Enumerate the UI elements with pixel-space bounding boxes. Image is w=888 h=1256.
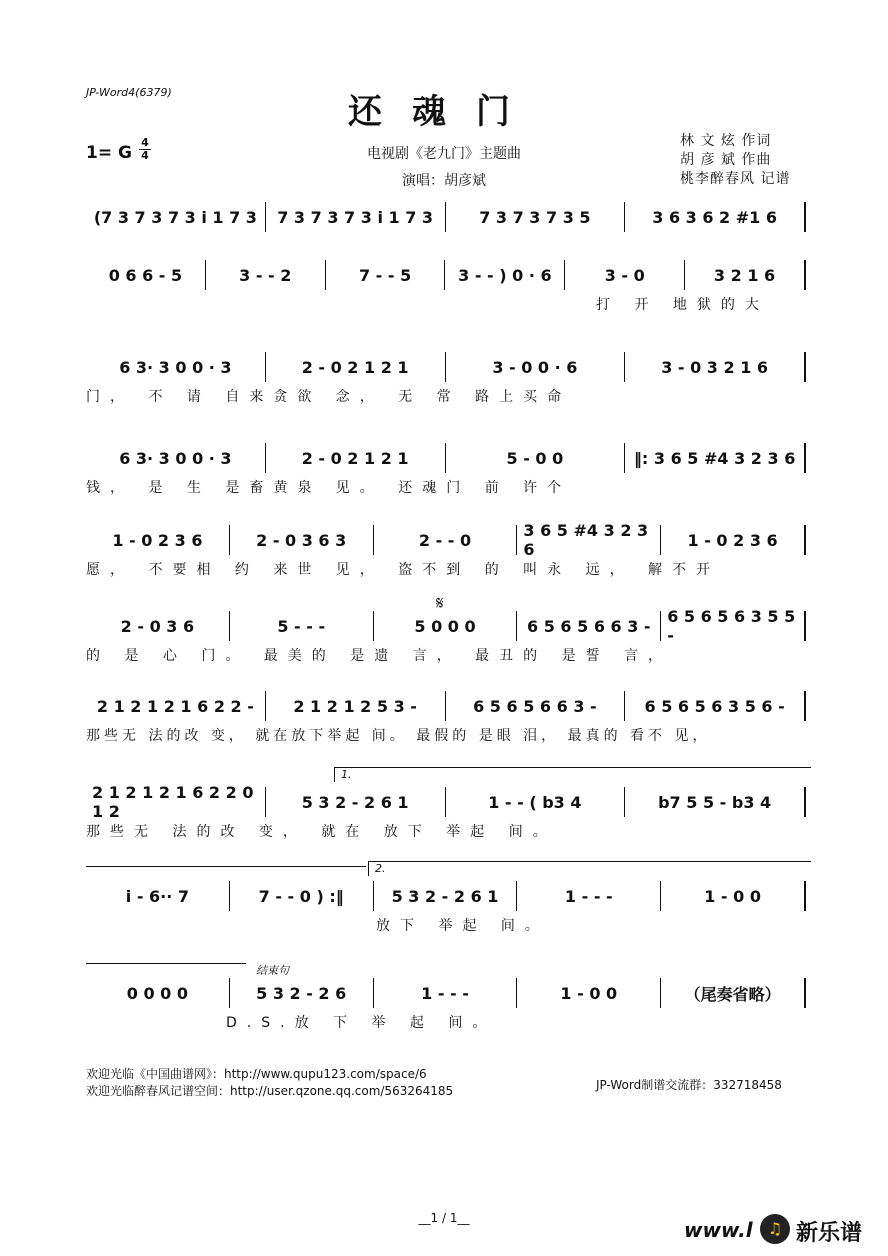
measure-notes: （尾奏省略） xyxy=(684,984,781,1004)
measure-notes: 5 3 2 - 2 6 1 xyxy=(391,886,499,906)
staff-row-8 xyxy=(86,768,806,859)
measure xyxy=(86,611,230,641)
measure xyxy=(206,260,326,290)
volta-1: 1. xyxy=(334,767,811,782)
measure xyxy=(446,443,626,473)
measure xyxy=(230,525,374,555)
measure xyxy=(230,978,374,1008)
line-separator xyxy=(86,866,366,867)
lyricist: 林 文 炫 作词 xyxy=(680,133,772,149)
lyrics: 愿， 不要相 约 来世 见， 盗不到 的 叫永 远， 解不开 xyxy=(86,562,721,578)
staff-row-2 xyxy=(86,260,806,332)
measure xyxy=(86,443,266,473)
measure xyxy=(86,783,266,821)
measure xyxy=(661,881,806,911)
measure xyxy=(86,881,230,911)
notes xyxy=(86,691,806,721)
measure-notes: 1 - 0 2 3 6 xyxy=(687,530,778,550)
footer-line-1: 欢迎光临《中国曲谱网》：http://www.qupu123.com/space/6 xyxy=(86,1067,427,1081)
time-bottom: 4 xyxy=(141,149,149,162)
group-info: JP-Word制谱交流群：332718458 xyxy=(596,1078,782,1092)
measure xyxy=(266,691,446,721)
measure-notes: 3 - - ) 0 · 6 xyxy=(458,265,552,285)
measure-notes: 1 - 0 2 3 6 xyxy=(112,530,203,550)
measure-notes: 3 - - 2 xyxy=(239,265,292,285)
lyrics: 那些无 法的改 变， 就在 放下 举起 间。 xyxy=(86,824,557,840)
subtitle: 电视剧《老九门》主题曲 xyxy=(367,146,521,162)
measure-notes: 2 1 2 1 2 1 6 2 2 - xyxy=(96,696,254,716)
page-number: __1 / 1__ xyxy=(418,1211,470,1225)
measure-notes: 7 3 7 3 7 3 i 1 7 3 xyxy=(277,207,434,227)
measure xyxy=(230,881,374,911)
music-note-icon: ♫ xyxy=(760,1214,790,1244)
measure-notes: 5 3 2 - 2 6 xyxy=(256,983,347,1003)
measure xyxy=(625,787,806,817)
measure-notes: 5 3 2 - 2 6 1 xyxy=(301,792,409,812)
notes xyxy=(86,607,806,645)
measure xyxy=(661,525,806,555)
measure-notes: 3 6 5 #4 3 2 3 6 xyxy=(523,521,649,559)
notes xyxy=(86,881,806,911)
notes xyxy=(86,202,806,232)
lyrics: 那些无 法的改 变， 就在放下举起 间。 最假的 是眼 泪， 最真的 看不 见， xyxy=(86,728,711,744)
lyrics: D.S.放 下 举 起 间。 xyxy=(226,1015,497,1031)
measure-notes: 2 - 0 3 6 3 xyxy=(256,530,347,550)
staff-row-5 xyxy=(86,521,806,597)
measure-notes: 6 3· 3 0 0 · 3 xyxy=(119,448,232,468)
footer-links xyxy=(86,1066,453,1100)
staff-row-10 xyxy=(86,964,806,1050)
measure xyxy=(446,691,626,721)
measure-notes: 5 - 0 0 xyxy=(506,448,564,468)
measure xyxy=(517,611,661,641)
measure-notes: 6 3· 3 0 0 · 3 xyxy=(119,357,232,377)
measure-notes: 5 0 0 0 xyxy=(414,616,476,636)
lyrics: 放下 举起 间。 xyxy=(376,918,549,934)
measure-notes: 2 1 2 1 2 5 3 - xyxy=(293,696,417,716)
measure-notes: 1 - - - xyxy=(564,886,613,906)
measure xyxy=(661,978,806,1008)
measure-notes: 3 - 0 3 2 1 6 xyxy=(661,357,769,377)
lyrics: 门， 不 请 自来贪欲 念， 无 常 路上买命 xyxy=(86,389,572,405)
measure-notes: 1 - - ( b3 4 xyxy=(488,792,582,812)
composer: 胡 彦 斌 作曲 xyxy=(680,152,772,168)
measure-notes: b7 5 5 - b3 4 xyxy=(658,792,772,812)
measure-notes: 7 - - 0 ) :‖ xyxy=(258,886,344,906)
measure xyxy=(326,260,446,290)
measure-notes: 3 6 3 6 2 #1 6 xyxy=(652,207,777,227)
credits xyxy=(680,132,790,189)
notes xyxy=(86,783,806,821)
measure xyxy=(625,352,806,382)
measure-notes: (7 3 7 3 7 3 i 1 7 3 xyxy=(93,207,257,227)
measure xyxy=(517,881,661,911)
measure xyxy=(565,260,685,290)
key-signature: 1= G xyxy=(86,143,132,163)
measure xyxy=(230,611,374,641)
transcriber: 桃李醉春风 记谱 xyxy=(680,171,791,187)
measure xyxy=(266,787,446,817)
measure-notes: 2 - - 0 xyxy=(418,530,472,550)
measure xyxy=(86,260,206,290)
singer: 演唱：胡彦斌 xyxy=(402,173,486,189)
measure xyxy=(86,202,266,232)
measure-notes: 0 6 6 - 5 xyxy=(108,265,183,285)
measure-notes: 1 - 0 0 xyxy=(560,983,618,1003)
measure-notes: 7 - - 5 xyxy=(358,265,412,285)
ending-label: 结束句 xyxy=(256,964,289,977)
measure xyxy=(374,978,518,1008)
measure-notes: 6 5 6 5 6 6 3 - xyxy=(473,696,597,716)
measure xyxy=(517,521,661,559)
time-top: 4 xyxy=(141,136,149,149)
measure-notes: 1 - 0 0 xyxy=(704,886,761,906)
measure xyxy=(374,611,518,641)
lyrics: 的 是 心 门。 最美的 是遗 言， 最丑的 是誓 言， xyxy=(86,648,673,664)
measure xyxy=(446,787,626,817)
measure xyxy=(661,607,806,645)
measure-notes: i - 6·· 7 xyxy=(125,886,190,906)
volta-2: 2. xyxy=(368,861,811,876)
notes xyxy=(86,521,806,559)
measure-notes: 1 - - - xyxy=(421,983,469,1003)
measure-notes: 2 - 0 2 1 2 1 xyxy=(301,357,409,377)
measure xyxy=(625,691,806,721)
song-title: 还魂门 xyxy=(348,92,540,132)
measure-notes: 2 - 0 3 6 xyxy=(120,616,195,636)
measure xyxy=(266,352,446,382)
measure xyxy=(86,352,266,382)
brand-url: www.l xyxy=(684,1218,753,1242)
measure-notes: 3 - 0 xyxy=(604,265,645,285)
measure-notes: 3 - 0 0 · 6 xyxy=(492,357,578,377)
staff-row-7 xyxy=(86,691,806,763)
measure-notes: 6 5 6 5 6 3 5 5 - xyxy=(667,607,796,645)
measure-notes: 2 1 2 1 2 1 6 2 2 0 1 2 xyxy=(92,783,254,821)
measure-notes: 6 5 6 5 6 3 5 6 - xyxy=(644,696,785,716)
measure xyxy=(374,525,518,555)
measure xyxy=(517,978,661,1008)
measure-notes: 0 0 0 0 xyxy=(126,983,189,1003)
measure xyxy=(374,881,518,911)
measure xyxy=(685,260,806,290)
notes xyxy=(86,443,806,473)
measure-notes: ‖: 3 6 5 #4 3 2 3 6 xyxy=(633,448,796,468)
segno-icon: 𝄋 xyxy=(436,593,444,614)
measure xyxy=(266,202,446,232)
measure-notes: 7 3 7 3 7 3 5 xyxy=(479,207,591,227)
software-id: JP-Word4(6379) xyxy=(86,86,172,99)
footer-line-2: 欢迎光临醉春风记谱空间：http://user.qzone.qq.com/563264185 xyxy=(86,1084,454,1098)
measure xyxy=(86,691,266,721)
lyrics: 钱， 是 生 是畜黄泉 见。 还魂门 前 许个 xyxy=(86,480,572,496)
staff-row-4 xyxy=(86,443,806,515)
notes xyxy=(86,978,806,1008)
brand-name: 新乐谱 xyxy=(796,1221,863,1246)
measure-notes: 2 - 0 2 1 2 1 xyxy=(301,448,409,468)
measure-notes: 5 - - - xyxy=(277,616,326,636)
measure xyxy=(625,443,806,473)
measure xyxy=(446,352,626,382)
line-separator xyxy=(86,963,246,964)
measure xyxy=(446,202,626,232)
measure xyxy=(625,202,806,232)
staff-row-9 xyxy=(86,862,806,953)
measure xyxy=(445,260,565,290)
measure xyxy=(86,525,230,555)
measure-notes: 3 2 1 6 xyxy=(713,265,776,285)
measure xyxy=(86,978,230,1008)
staff-row-6 xyxy=(86,593,806,683)
notes xyxy=(86,260,806,290)
staff-row-3 xyxy=(86,352,806,424)
notes xyxy=(86,352,806,382)
measure-notes: 6 5 6 5 6 6 3 - xyxy=(527,616,651,636)
measure xyxy=(266,443,446,473)
lyrics: 打 开 地狱的大 xyxy=(596,297,769,313)
